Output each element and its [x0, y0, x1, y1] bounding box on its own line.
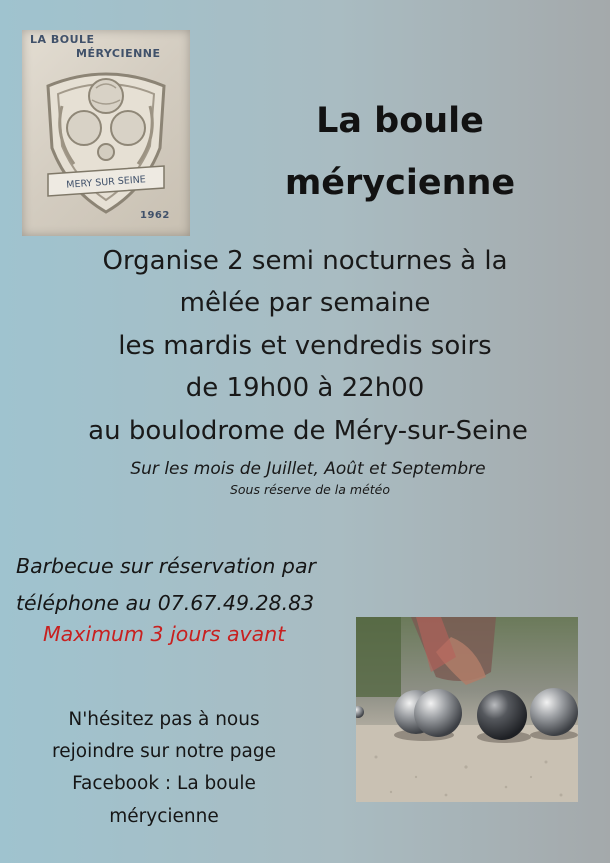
club-logo-photo	[22, 30, 190, 236]
months-note: Sur les mois de Juillet, Août et Septembre	[130, 459, 486, 479]
logo-line2: MÉRYCIENNE	[76, 47, 161, 60]
event-line-2: mêlée par semaine	[179, 288, 431, 318]
event-line-4: de 19h00 à 22h00	[185, 373, 425, 403]
logo-ribbon-text: MERY SUR SEINE	[65, 174, 147, 191]
petanque-shield-emblem	[40, 66, 172, 216]
event-line-3: les mardis et vendredis soirs	[118, 331, 492, 361]
petanque-balls-photo	[356, 617, 578, 802]
facebook-line-3: Facebook : La boule	[72, 773, 256, 794]
reservation-deadline: Maximum 3 jours avant	[43, 622, 286, 646]
facebook-line-4: mérycienne	[109, 806, 219, 827]
logo-line1: LA BOULE	[30, 33, 95, 46]
page-title-line2: mérycienne	[284, 163, 516, 203]
logo-year: 1962	[140, 210, 170, 221]
barbecue-line-1: Barbecue sur réservation par	[16, 554, 316, 578]
event-line-1: Organise 2 semi nocturnes à la	[102, 246, 508, 276]
petanque-balls-illustration	[356, 617, 578, 802]
facebook-line-2: rejoindre sur notre page	[52, 741, 276, 762]
facebook-line-1: N'hésitez pas à nous	[68, 709, 260, 730]
page-title-line1: La boule	[316, 101, 484, 141]
barbecue-line-2: téléphone au 07.67.49.28.83	[16, 591, 315, 615]
weather-note: Sous réserve de la météo	[229, 482, 391, 497]
event-line-5: au boulodrome de Méry-sur-Seine	[88, 416, 528, 446]
